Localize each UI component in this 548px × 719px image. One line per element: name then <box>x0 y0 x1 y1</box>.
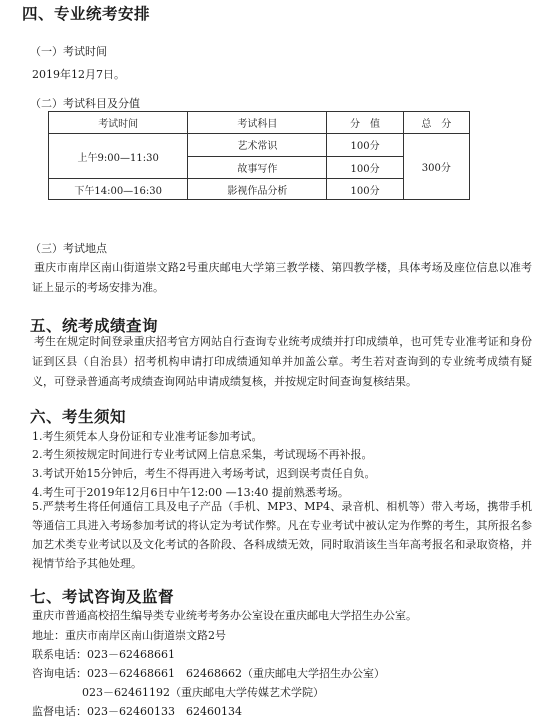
exam-date: 2019年12月7日。 <box>32 68 125 81</box>
section-5-title: 五、统考成绩查询 <box>30 317 159 335</box>
section-7-title: 七、考试咨询及监督 <box>30 588 175 606</box>
consult-phone-2: 023－62461192（重庆邮电大学传媒艺术学院） <box>82 686 324 699</box>
exam-schedule-table <box>48 111 470 200</box>
score-cell: 100分 <box>327 179 403 200</box>
section-6-title: 六、考生须知 <box>30 408 127 426</box>
exam-time-heading: （一）考试时间 <box>30 45 107 58</box>
subject-cell: 故事写作 <box>188 156 327 179</box>
score-cell: 100分 <box>327 156 403 179</box>
header-score: 分 值 <box>327 112 403 134</box>
header-total: 总 分 <box>403 112 469 134</box>
notice-item-1: 1.考生须凭本人身份证和专业准考证参加考试。 <box>32 430 263 443</box>
consult-phone: 咨询电话：023－62468661 62468662（重庆邮电大学招生办公室） <box>32 667 385 680</box>
subject-cell: 影视作品分析 <box>188 179 327 200</box>
notice-item-3: 3.考试开始15分钟后，考生不得再进入考场考试，迟到误考责任自负。 <box>32 467 376 480</box>
score-query-text: 考生在规定时间登录重庆招考官方网站自行查询专业统考成绩并打印成绩单，也可凭专业准考证和身份证到区县（自治县）招考机构申请打印成绩通知单并加盖公章。考生若对查询到的专业统考成绩有疑义，可登录普通高考成绩查询网站申请成绩复核，并按规定时间查询复核结果。 <box>32 335 532 388</box>
morning-time-cell: 上午9:00—11:30 <box>49 134 188 179</box>
office-info: 重庆市普通高校招生编导类专业统考考务办公室设在重庆邮电大学招生办公室。 <box>32 609 417 622</box>
table-row <box>49 134 470 157</box>
total-cell: 300分 <box>403 134 469 200</box>
header-subject: 考试科目 <box>188 112 327 134</box>
subjects-heading: （二）考试科目及分值 <box>30 97 140 110</box>
notice-item-2: 2.考生须按规定时间进行专业考试网上信息采集，考试现场不再补报。 <box>32 448 373 461</box>
table-header-row <box>49 112 470 134</box>
exam-place-text: 重庆市南岸区南山街道崇文路2号重庆邮电大学第三教学楼、第四教学楼，具体考场及座位信息以准考证上显示的考场安排为准。 <box>32 261 532 294</box>
section-4-title: 四、专业统考安排 <box>22 5 151 23</box>
score-cell: 100分 <box>327 134 403 157</box>
notice-item-5: 5.严禁考生将任何通信工具及电子产品（手机、MP3、MP4、录音机、相机等）带入考场，携带手机等通信工具进入考场参加考试的将认定为考试作弊。凡在专业考试中被认定为作弊的考生，其所报名参加艺术类专业考试以及文化考试的各阶段、各科成绩无效，同时取消该生当年高考报名和录取资格，并视情节给予其他处理。 <box>32 500 532 570</box>
contact-phone: 联系电话：023－62468661 <box>32 648 175 661</box>
subject-cell: 艺术常识 <box>188 134 327 157</box>
address: 地址：重庆市南岸区南山街道崇文路2号 <box>32 629 226 642</box>
notice-item-4: 4.考生可于2019年12月6日中午12:00 —13:40 提前熟悉考场。 <box>32 486 349 499</box>
exam-place-heading: （三）考试地点 <box>30 242 107 255</box>
supervision-phone: 监督电话：023－62460133 62460134 <box>32 705 242 718</box>
afternoon-time-cell: 下午14:00—16:30 <box>49 179 188 200</box>
header-time: 考试时间 <box>49 112 188 134</box>
